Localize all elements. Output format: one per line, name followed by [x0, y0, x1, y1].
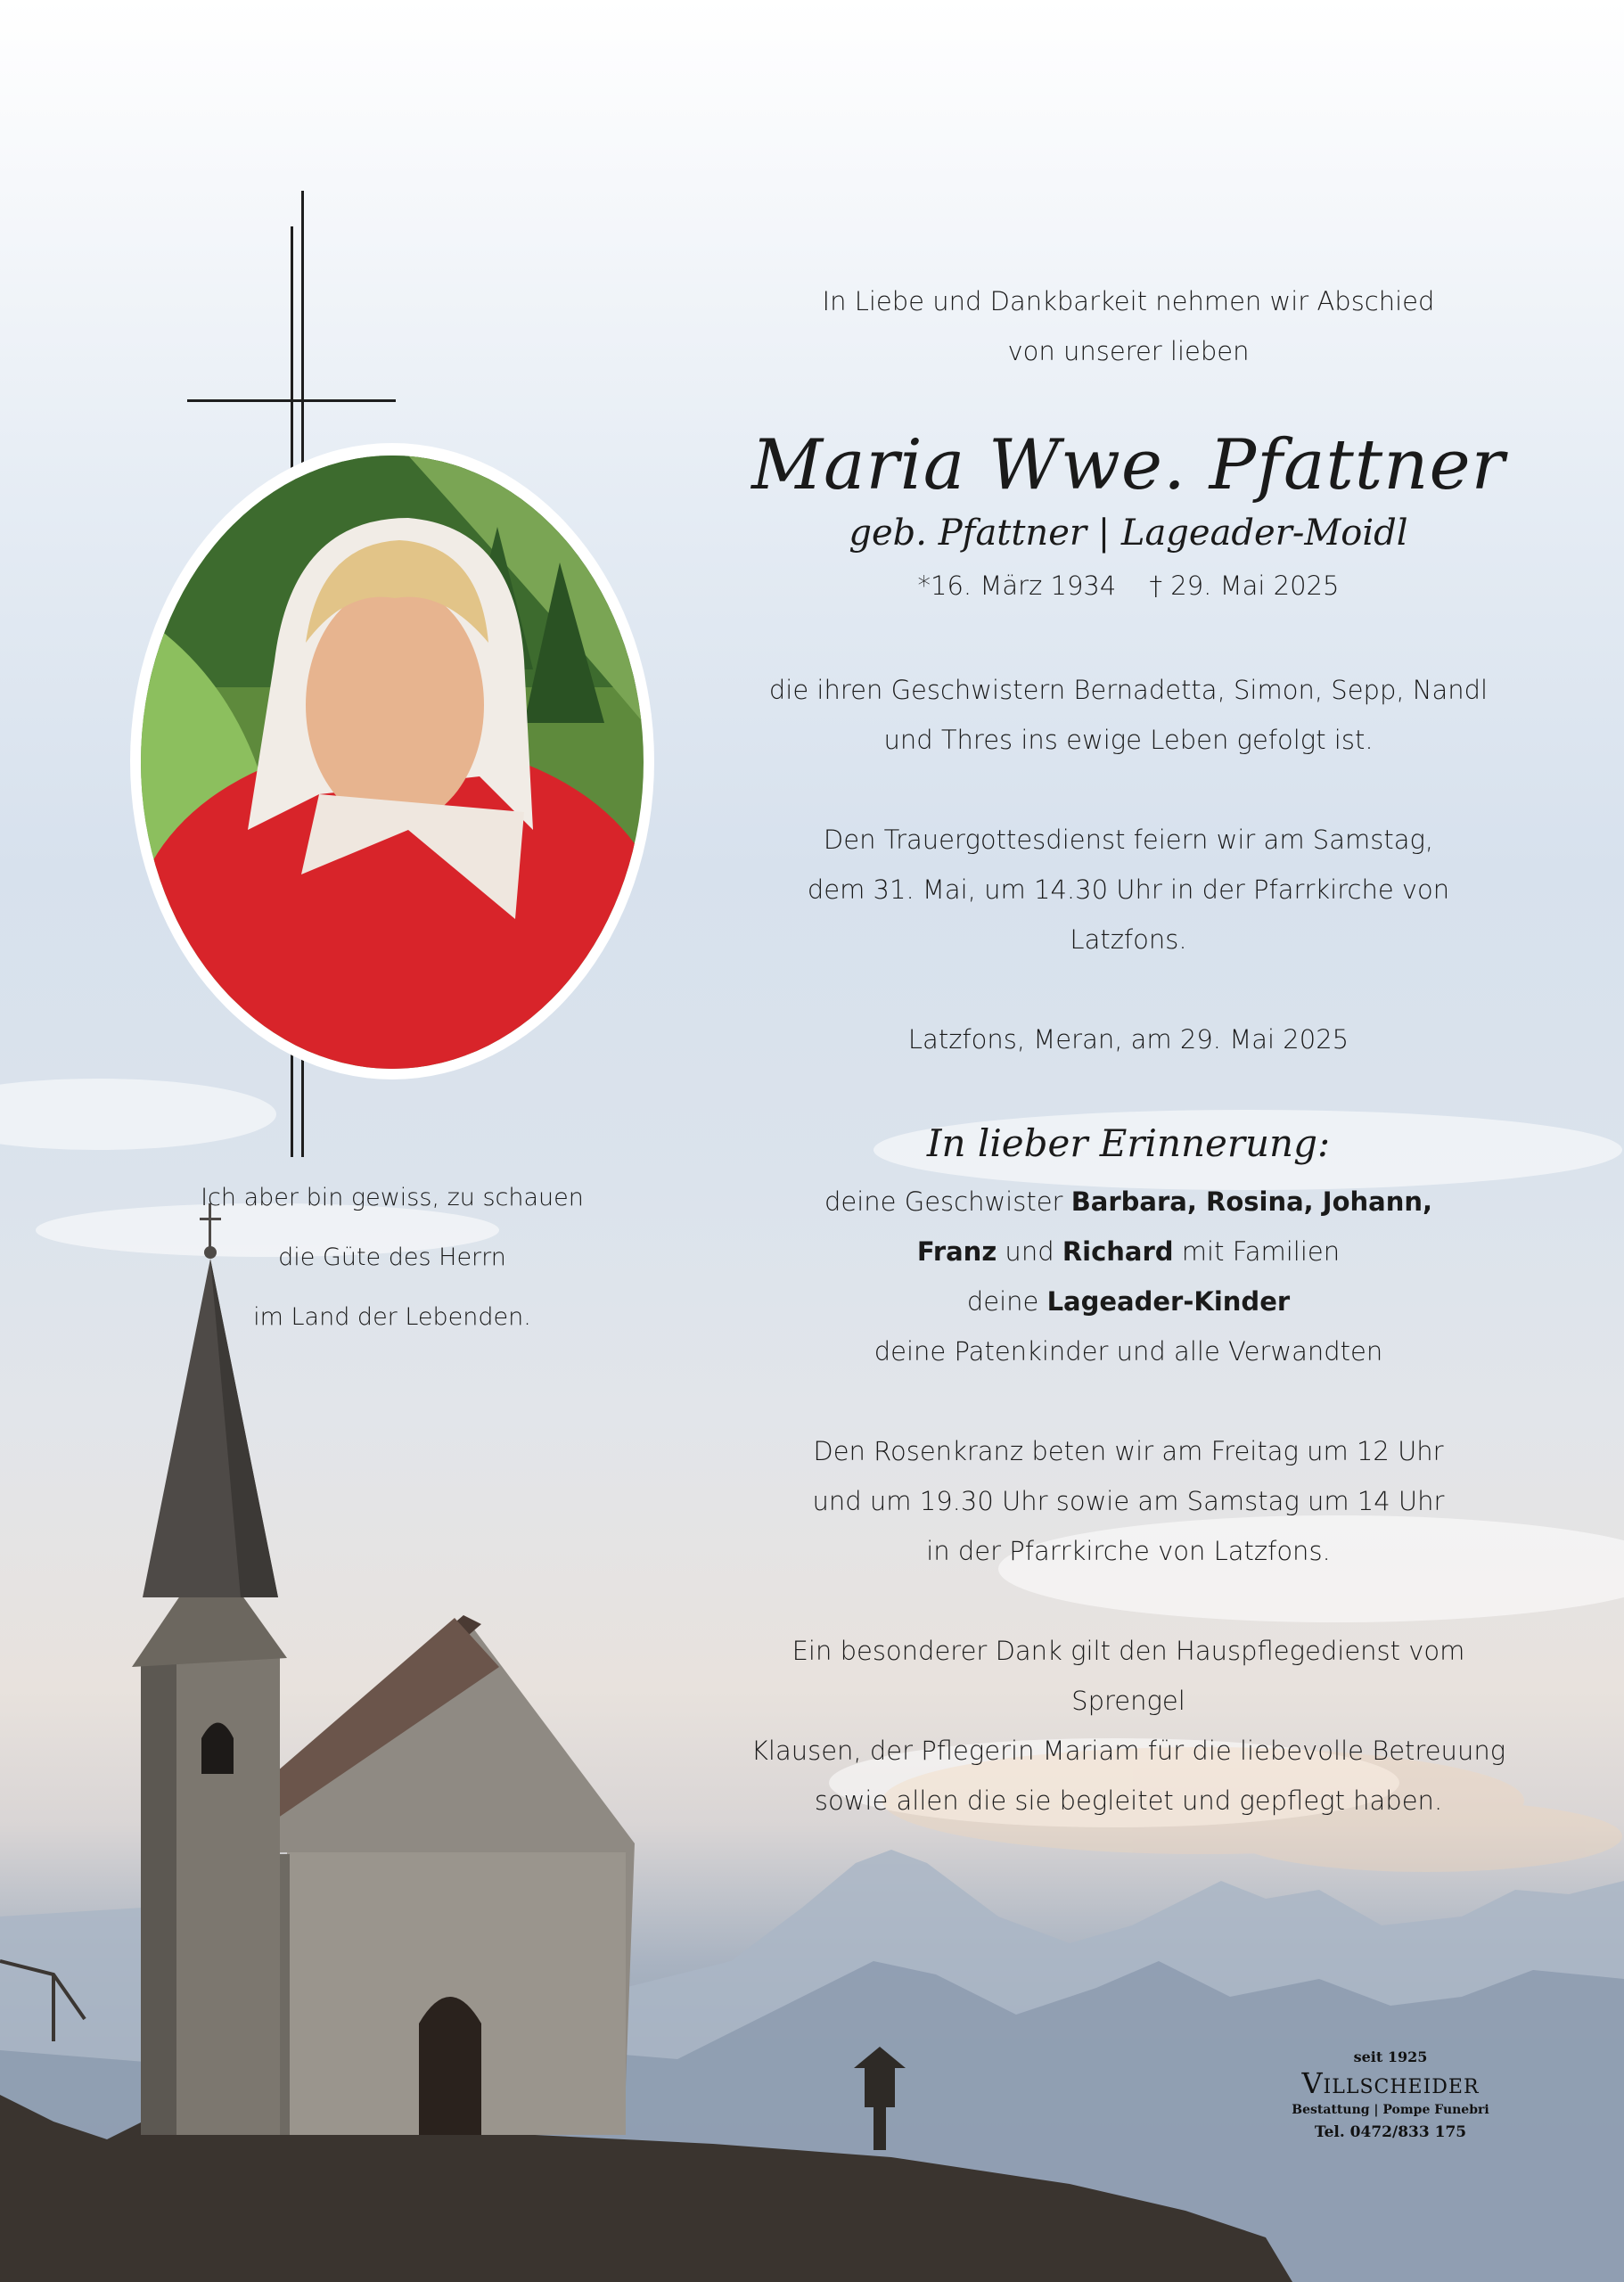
logo-phone: Tel. 0472/833 175 — [1314, 2123, 1467, 2141]
mourners-line: deine Geschwister Barbara, Rosina, Johann, — [824, 1186, 1433, 1217]
bible-verse — [187, 1168, 597, 1347]
mourners-line: deine Lageader-Kinder — [966, 1286, 1291, 1317]
logo-since: seit 1925 — [1353, 2048, 1428, 2065]
followed-line: die ihren Geschwistern Bernadetta, Simon, Sepp, Nandl — [768, 675, 1489, 705]
place-date: Latzfons, Meran, am 29. Mai 2025 — [907, 1024, 1349, 1055]
rosary-line: in der Pfarrkirche von Latzfons. — [926, 1536, 1331, 1566]
service-line: Den Trauergottesdienst feiern wir am Samstag, — [823, 825, 1434, 855]
birth-date: *16. März 1934 — [917, 570, 1117, 601]
rosary-line: und um 19.30 Uhr sowie am Samstag um 14 Uhr — [812, 1486, 1445, 1516]
mourners-line: Franz und Richard mit Familien — [916, 1236, 1341, 1267]
obituary-text — [749, 276, 1508, 1826]
thanks-line: sowie allen die sie begleitet und gepflegt haben. — [814, 1785, 1443, 1816]
logo-services: Bestattung | Pompe Funebri — [1292, 2103, 1489, 2117]
deceased-name: Maria Wwe. Pfattner — [751, 425, 1505, 505]
life-dates — [749, 556, 1508, 615]
verse-line: Ich aber bin gewiss, zu schauen — [201, 1184, 584, 1211]
service-line: dem 31. Mai, um 14.30 Uhr in der Pfarrkirche von Latzfons. — [807, 874, 1450, 955]
memory-title: In lieber Erinnerung: — [926, 1121, 1331, 1165]
funeral-home-logo — [1266, 2048, 1515, 2145]
verse-line: die Güte des Herrn — [278, 1244, 506, 1271]
verse-line: im Land der Lebenden. — [253, 1303, 531, 1331]
portrait-photo — [141, 456, 644, 1069]
logo-name: Villscheider — [1301, 2066, 1480, 2100]
followed-line: und Thres ins ewige Leben gefolgt ist. — [883, 725, 1374, 755]
death-date: † 29. Mai 2025 — [1149, 570, 1340, 601]
intro-line: von unserer lieben — [1007, 336, 1250, 366]
birth-name: geb. Pfattner | Lageader-Moidl — [849, 513, 1408, 554]
thanks-line: Klausen, der Pflegerin Mariam für die liebevolle Betreuung — [750, 1736, 1506, 1766]
mourners-line: deine Patenkinder und alle Verwandten — [874, 1336, 1383, 1367]
cross-horizontal-line — [187, 399, 396, 402]
rosary-line: Den Rosenkranz beten wir am Freitag um 12 Uhr — [813, 1436, 1444, 1466]
intro-line: In Liebe und Dankbarkeit nehmen wir Abschied — [822, 286, 1435, 316]
thanks-line: Ein besonderer Dank gilt den Hauspflegedienst vom Sprengel — [791, 1636, 1465, 1716]
